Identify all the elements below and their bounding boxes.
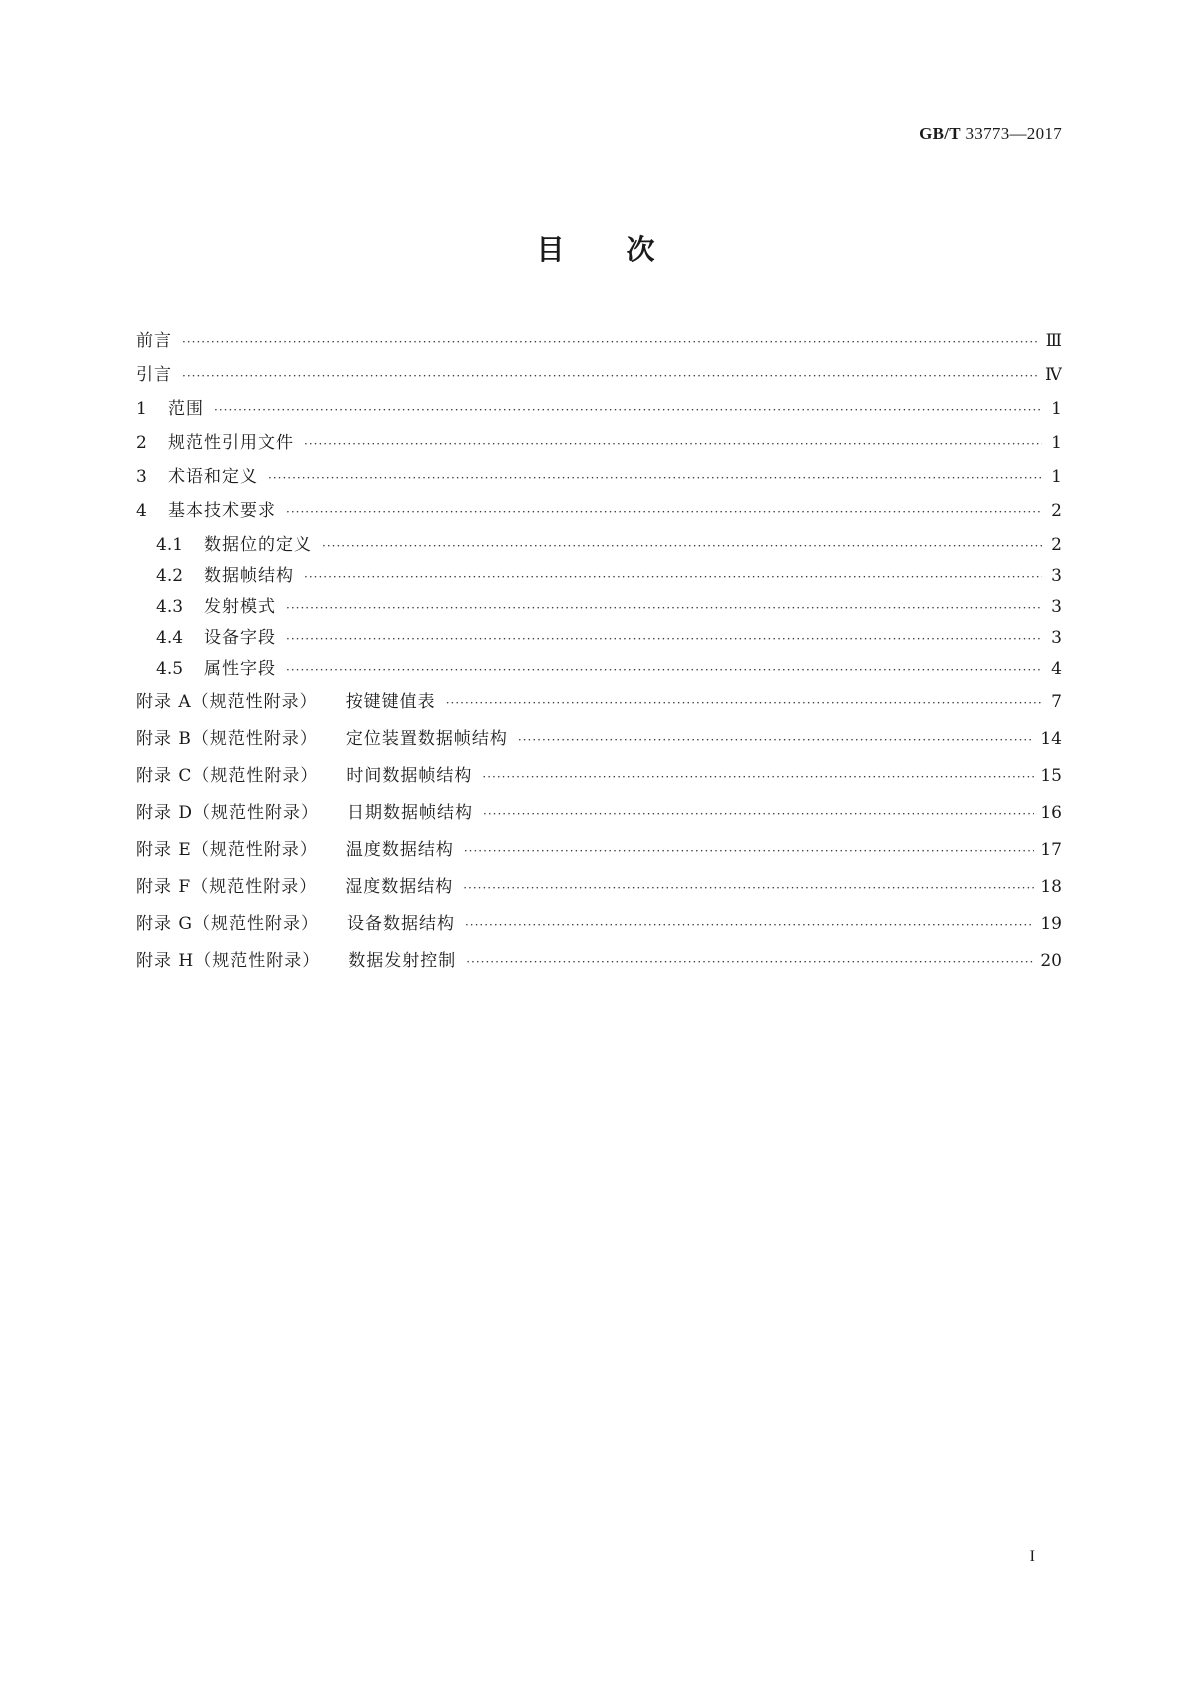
toc-entry-page: 4 [1051, 659, 1062, 679]
toc-appendix-e[interactable] [136, 835, 1062, 872]
dot-leader [286, 633, 1042, 645]
toc-entry-number: 1 [136, 399, 147, 419]
appendix-tag: 附录 D（规范性附录） [136, 803, 320, 823]
toc-subentry-4-3[interactable] [136, 592, 1062, 623]
standard-code-prefix: GB/T [919, 124, 961, 143]
standard-code-number: 33773—2017 [965, 124, 1062, 143]
toc-entry-label: 按键键值表 [345, 692, 436, 712]
appendix-tag: 附录 F（规范性附录） [136, 877, 318, 897]
toc-appendix-h[interactable] [136, 946, 1062, 983]
toc-entry-number: 2 [136, 433, 147, 453]
toc-appendix-d[interactable] [136, 798, 1062, 835]
toc-entry-page: 19 [1040, 914, 1062, 934]
toc-entry-page: 2 [1051, 501, 1062, 521]
toc-entry-label: 日期数据帧结构 [347, 803, 474, 823]
toc-entry-label: 基本技术要求 [168, 501, 276, 521]
toc-entry-label: 范围 [168, 399, 204, 419]
dot-leader [286, 602, 1042, 614]
dot-leader [286, 664, 1042, 676]
toc-entry-page: 15 [1040, 766, 1062, 786]
toc-entry-page: 7 [1051, 692, 1062, 712]
toc-entry-number: 3 [136, 467, 147, 487]
page-number: I [1029, 1548, 1035, 1565]
toc-entry-page: 3 [1051, 628, 1062, 648]
toc-entry-preface[interactable] [136, 326, 1062, 360]
dot-leader [286, 506, 1042, 518]
dot-leader [464, 845, 1035, 857]
toc-entry-label: 发射模式 [204, 597, 276, 617]
toc-entry-number: 4.5 [156, 659, 184, 679]
dot-leader [518, 734, 1034, 746]
appendix-tag: 附录 A（规范性附录） [136, 692, 318, 712]
appendix-tag: 附录 E（规范性附录） [136, 840, 318, 860]
dot-leader [463, 882, 1034, 894]
dot-leader [482, 771, 1034, 783]
toc-entry-page: 18 [1040, 877, 1062, 897]
toc-entry-label: 前言 [136, 331, 172, 351]
toc-subentry-4-2[interactable] [136, 561, 1062, 592]
toc-entry-page: 1 [1051, 467, 1062, 487]
toc-entry-label: 规范性引用文件 [168, 433, 294, 453]
toc-appendix-g[interactable] [136, 909, 1062, 946]
toc-entry-number: 4.3 [156, 597, 184, 617]
table-of-contents [136, 326, 1062, 983]
appendix-tag: 附录 G（规范性附录） [136, 914, 319, 934]
toc-entry-label: 设备字段 [204, 628, 276, 648]
toc-appendix-c[interactable] [136, 761, 1062, 798]
toc-entry-page: 3 [1051, 597, 1062, 617]
appendix-tag: 附录 C（规范性附录） [136, 766, 319, 786]
toc-entry-label: 属性字段 [204, 659, 276, 679]
dot-leader [322, 540, 1042, 552]
toc-entry-introduction[interactable] [136, 360, 1062, 394]
toc-subentry-4-1[interactable] [136, 530, 1062, 561]
toc-entry-basic-requirements[interactable] [136, 496, 1062, 530]
toc-entry-label: 术语和定义 [168, 467, 258, 487]
toc-entry-number: 4.2 [156, 566, 184, 586]
toc-entry-page: 14 [1040, 729, 1062, 749]
page-title: 目次 [536, 233, 717, 266]
toc-subentry-4-4[interactable] [136, 623, 1062, 654]
appendix-tag: 附录 B（规范性附录） [136, 729, 318, 749]
dot-leader [483, 808, 1034, 820]
toc-entry-page: 16 [1040, 803, 1062, 823]
dot-leader [304, 571, 1042, 583]
toc-entry-normative-references[interactable] [136, 428, 1062, 462]
dot-leader [268, 472, 1042, 484]
toc-entry-number: 4.1 [156, 535, 184, 555]
toc-entry-number: 4.4 [156, 628, 184, 648]
toc-entry-label: 设备数据结构 [346, 914, 455, 934]
dot-leader [182, 370, 1039, 382]
toc-entry-terms-definitions[interactable] [136, 462, 1062, 496]
toc-entry-label: 时间数据帧结构 [346, 766, 473, 786]
toc-entry-page: Ⅳ [1045, 365, 1062, 385]
toc-appendix-b[interactable] [136, 724, 1062, 761]
toc-entry-label: 湿度数据结构 [345, 877, 454, 897]
toc-entry-page: 1 [1051, 399, 1062, 419]
toc-entry-page: 2 [1051, 535, 1062, 555]
toc-entry-scope[interactable] [136, 394, 1062, 428]
dot-leader [182, 336, 1040, 348]
standard-code [919, 124, 1062, 144]
toc-entry-page: 3 [1051, 566, 1062, 586]
dot-leader [465, 919, 1034, 931]
toc-entry-label: 定位装置数据帧结构 [345, 729, 508, 749]
toc-subentry-4-5[interactable] [136, 654, 1062, 687]
toc-appendix-a[interactable] [136, 687, 1062, 724]
dot-leader [214, 404, 1042, 416]
toc-entry-label: 数据位的定义 [204, 535, 312, 555]
toc-entry-page: 17 [1040, 840, 1062, 860]
toc-entry-label: 数据帧结构 [204, 566, 294, 586]
appendix-tag: 附录 H（规范性附录） [136, 951, 321, 971]
toc-entry-page: 1 [1051, 433, 1062, 453]
toc-entry-label: 温度数据结构 [345, 840, 454, 860]
toc-entry-page: 20 [1040, 951, 1062, 971]
dot-leader [304, 438, 1042, 450]
toc-entry-label: 数据发射控制 [348, 951, 457, 971]
toc-entry-page: Ⅲ [1045, 331, 1062, 351]
toc-entry-label: 引言 [136, 365, 172, 385]
dot-leader [466, 956, 1034, 968]
toc-entry-number: 4 [136, 501, 147, 521]
dot-leader [446, 697, 1042, 709]
toc-appendix-f[interactable] [136, 872, 1062, 909]
